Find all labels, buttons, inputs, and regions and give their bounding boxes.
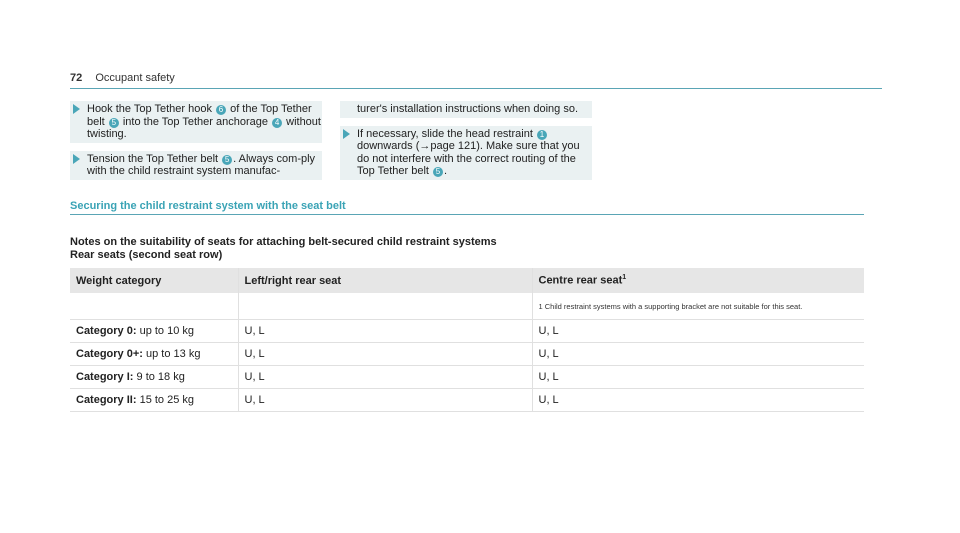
footnote-row [70,293,864,320]
weight-cell: Category 0+: up to 13 kg [70,343,238,366]
left-right-cell: U, L [238,389,532,412]
page-ref-arrow-icon: → [419,140,431,152]
page-number: 72 [70,72,83,84]
centre-cell: U, L [532,343,864,366]
page-header [70,72,175,84]
weight-cell: Category 0: up to 10 kg [70,320,238,343]
suitability-table [70,268,864,412]
header-centre-seat: Centre rear seat$^1$ [532,268,864,293]
centre-cell: U, L [532,320,864,343]
notes-heading [70,236,497,262]
table-row [70,389,864,412]
left-right-cell: U, L [238,366,532,389]
section-rule [70,214,864,215]
header-rule [70,88,882,89]
notes-line-1: Notes on the suitability of seats for attaching belt-secured child restraint systems [70,236,497,248]
footnote-marker: 1 [622,274,627,282]
step-hook-tether: Hook the Top Tether hook 6 of the Top Tether belt 5 into the Top Tether anchorage 4 without twisting. [70,101,322,143]
table-row [70,343,864,366]
callout-badge: 1 [537,130,547,140]
left-right-cell: U, L [238,343,532,366]
section-title: Securing the child restraint system with the seat belt [70,200,346,212]
step-head-restraint: If necessary, slide the head restraint 1 downwards (→page 121). Make sure that you do not interfere with the correct routing of the Top Tether belt 5 . [340,126,592,180]
table-footnote: 1 Child restraint systems with a supporting bracket are not suitable for this seat. [532,293,864,320]
notes-line-2: Rear seats (second seat row) [70,249,223,261]
centre-cell: U, L [532,366,864,389]
callout-badge: 4 [272,118,282,128]
callout-badge: 6 [216,105,226,115]
table-row [70,366,864,389]
column-1 [70,101,322,188]
step-arrow-icon [343,129,350,139]
header-weight-category: Weight category [70,268,238,293]
weight-cell: Category II: 15 to 25 kg [70,389,238,412]
column-2 [340,101,592,188]
weight-cell: Category I: 9 to 18 kg [70,366,238,389]
callout-badge: 5 [433,167,443,177]
page-reference-link[interactable]: page 121). Make sure that you do not interfere with the correct routing of the Top Tether belt [357,140,580,177]
centre-cell: U, L [532,389,864,412]
continued-text: turer's installation instructions when doing so. [340,101,592,118]
table-header-row [70,268,864,293]
step-tension-belt: Tension the Top Tether belt 5 . Always com-ply with the child restraint system manufac- [70,151,322,180]
header-left-right-seat: Left/right rear seat [238,268,532,293]
callout-badge: 5 [109,118,119,128]
table-row [70,320,864,343]
step-arrow-icon [73,104,80,114]
left-right-cell: U, L [238,320,532,343]
callout-badge: 5 [222,155,232,165]
step-arrow-icon [73,154,80,164]
section-name: Occupant safety [95,72,175,84]
